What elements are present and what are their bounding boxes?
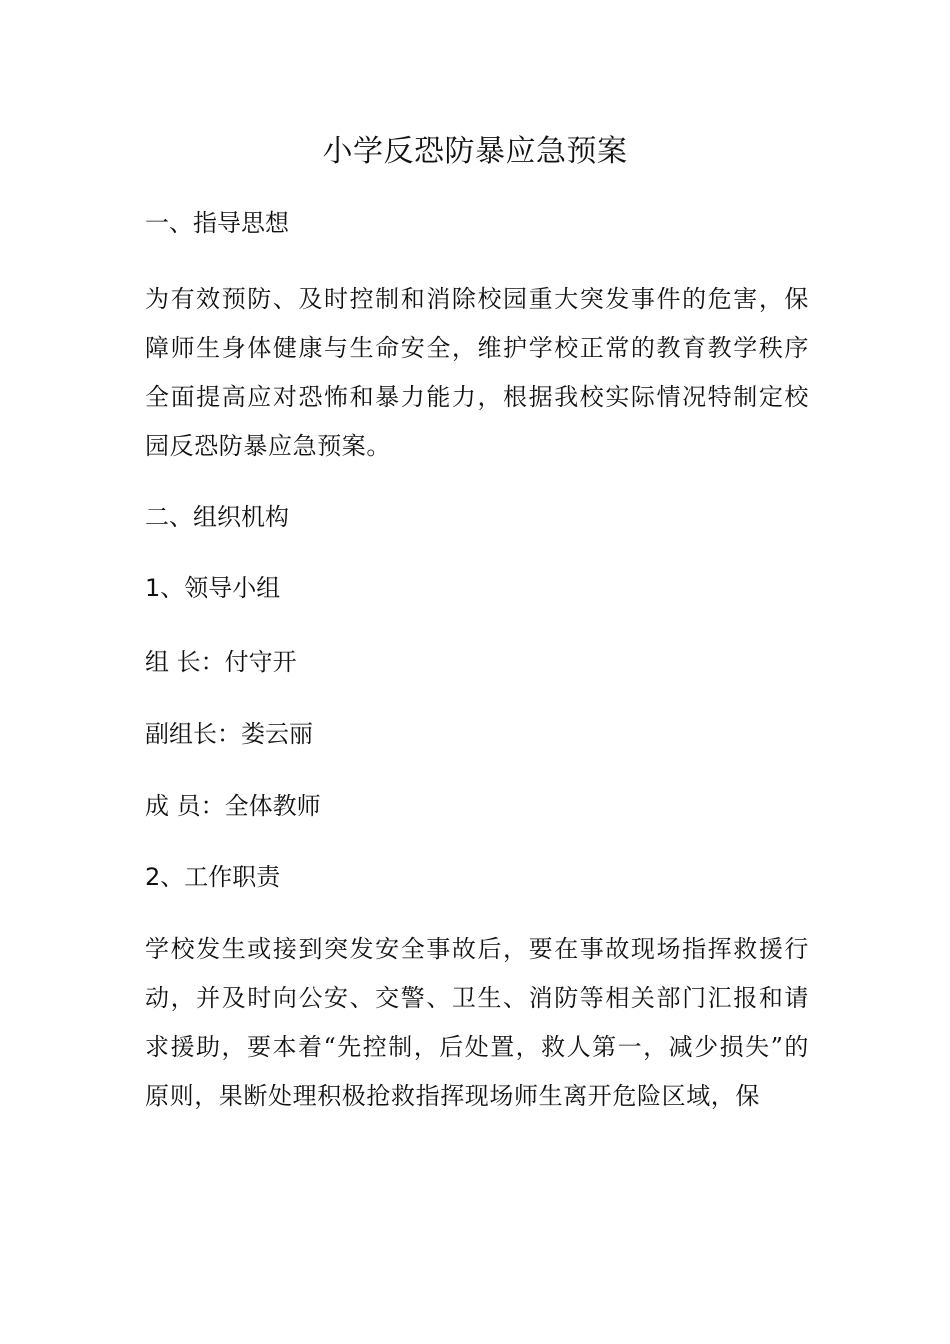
deputy-leader-line: 副组长：娄云丽 <box>145 720 313 748</box>
paragraph-duties: 学校发生或接到突发安全事故后，要在事故现场指挥救援行动，并及时向公安、交警、卫生、消防等相关部门汇报和请求援助，要本着“先控制，后处置，救人第一，减少损失”的原则，果断处理积极抢救指挥现场师生离开危险区域，保 <box>145 935 809 1110</box>
subsection-heading-duties: 2、工作职责 <box>145 863 281 891</box>
paragraph-guiding-ideology: 为有效预防、及时控制和消除校园重大突发事件的危害，保障师生身体健康与生命安全，维护学校正常的教育教学秩序全面提高应对恐怖和暴力能力，根据我校实际情况特制定校园反恐防暴应急预案。 <box>145 285 809 460</box>
leader-line: 组 长：付守开 <box>145 648 297 676</box>
subsection-heading-leadership-group: 1、领导小组 <box>145 574 281 602</box>
members-line: 成 员：全体教师 <box>145 792 321 820</box>
section-heading-organization: 二、组织机构 <box>145 503 289 531</box>
section-heading-guiding-ideology: 一、指导思想 <box>145 209 289 237</box>
page-title: 小学反恐防暴应急预案 <box>322 134 628 169</box>
